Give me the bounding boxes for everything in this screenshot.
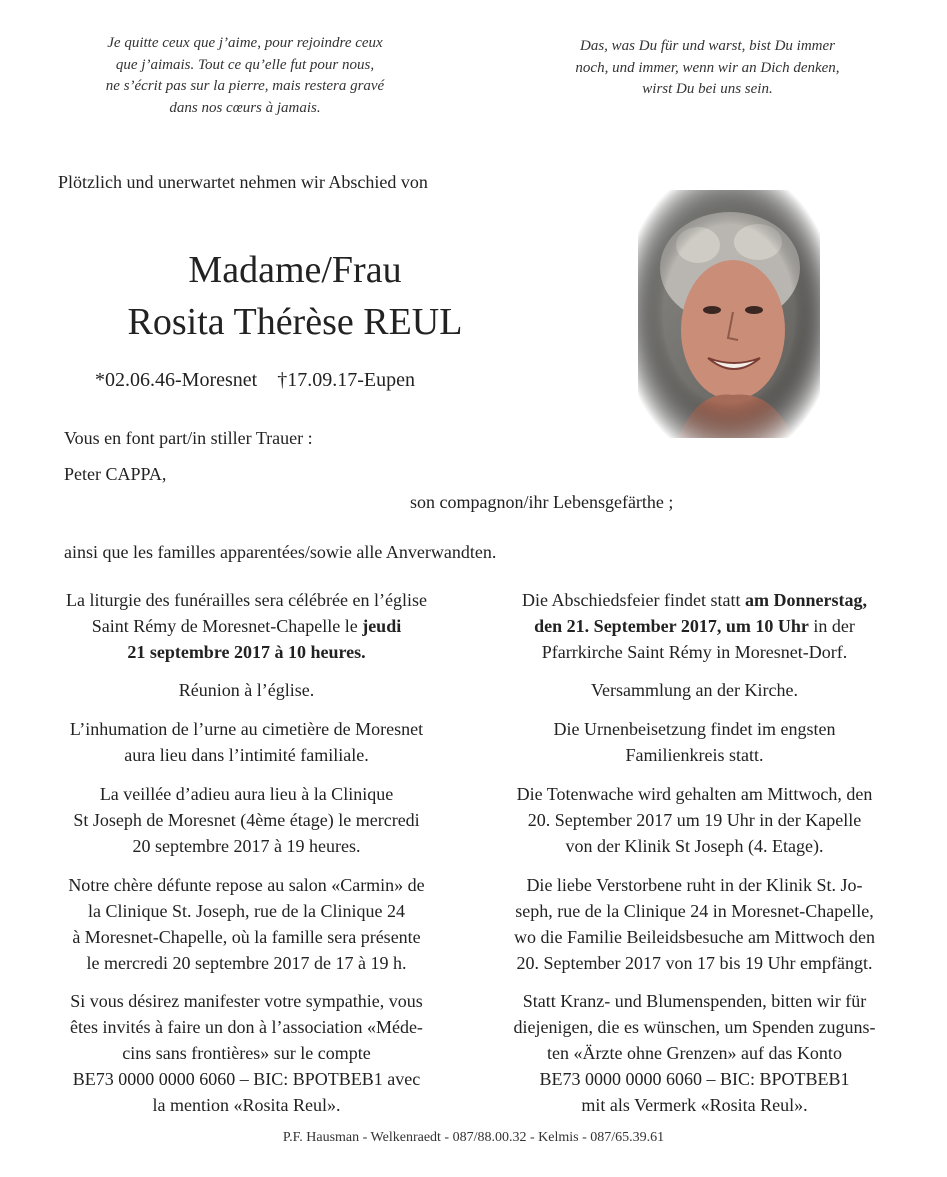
quote-line: noch, und immer, wenn wir an Dich denken,: [575, 59, 840, 76]
de-meeting: [472, 677, 917, 703]
fr-vigil-line: La veillée d’adieu aura lieu à la Clinique: [99, 784, 394, 804]
fr-liturgy-line: La liturgie des funérailles sera célébrée en l’église: [66, 590, 427, 610]
fr-burial-line: aura lieu dans l’intimité familiale.: [124, 745, 369, 765]
fr-donation-line: BE73 0000 0000 6060 – BIC: BPOTBEB1 avec: [72, 1069, 421, 1089]
de-donation-line: mit als Vermerk «Rosita Reul».: [581, 1095, 808, 1115]
fr-liturgy-line: [24, 613, 469, 639]
deceased-dates: [95, 369, 415, 392]
de-donation-line: diejenigen, die es wünschen, um Spenden zuguns-: [513, 1017, 876, 1037]
de-rest-line: 20. September 2017 von 17 bis 19 Uhr empfängt.: [516, 953, 873, 973]
de-ceremony-bold: den 21. September 2017, um 10 Uhr: [534, 616, 809, 636]
quote-line: wirst Du bei uns sein.: [642, 81, 773, 97]
de-donation: [472, 988, 917, 1118]
de-donation-line: ten «Ärzte ohne Grenzen» auf das Konto: [547, 1043, 842, 1063]
de-rest-line: seph, rue de la Clinique 24 in Moresnet-Chapelle,: [515, 901, 874, 921]
birth-date: *02.06.46-Moresnet: [95, 369, 258, 391]
de-rest: [472, 872, 917, 976]
de-rest-line: wo die Familie Beileidsbesuche am Mittwoch den: [514, 927, 875, 947]
de-ceremony-text: in der: [808, 616, 855, 636]
partner-name: Peter CAPPA,: [64, 464, 167, 484]
de-ceremony-line: Pfarrkirche Saint Rémy in Moresnet-Dorf.: [541, 642, 848, 662]
de-ceremony: [472, 587, 917, 665]
fr-vigil: [24, 781, 469, 859]
de-donation-line: Statt Kranz- und Blumenspenden, bitten wir für: [522, 991, 867, 1011]
de-ceremony-line: [472, 587, 917, 613]
fr-liturgy: [24, 587, 469, 665]
families-text: ainsi que les familles apparentées/sowie alle Anverwandten.: [64, 542, 497, 562]
fr-vigil-line: St Joseph de Moresnet (4ème étage) le mercredi: [73, 810, 420, 830]
de-vigil-line: 20. September 2017 um 19 Uhr in der Kapelle: [527, 810, 862, 830]
fr-liturgy-bold: jeudi: [362, 616, 402, 636]
fr-donation-line: cins sans frontières» sur le compte: [122, 1043, 371, 1063]
quote-line: ne s’écrit pas sur la pierre, mais restera gravé: [105, 78, 385, 94]
fr-liturgy-text: Saint Rémy de Moresnet-Chapelle le: [91, 616, 363, 636]
fr-rest: [24, 872, 469, 976]
quote-french: [60, 33, 430, 119]
fr-meeting: [24, 677, 469, 703]
funeral-home-footer: P.F. Hausman - Welkenraedt - 087/88.00.32 - Kelmis - 087/65.39.61: [282, 1130, 665, 1145]
de-ceremony-text: Die Abschiedsfeier findet statt: [522, 590, 745, 610]
intro-text: Plötzlich und unerwartet nehmen wir Abschied von: [58, 172, 428, 192]
fr-burial: [24, 716, 469, 768]
de-meeting-line: Versammlung an der Kirche.: [591, 680, 798, 700]
fr-rest-line: à Moresnet-Chapelle, où la famille sera présente: [72, 927, 421, 947]
fr-rest-line: la Clinique St. Joseph, rue de la Clinique 24: [88, 901, 405, 921]
fr-donation-line: Si vous désirez manifester votre sympathie, vous: [70, 991, 423, 1011]
de-donation-line: BE73 0000 0000 6060 – BIC: BPOTBEB1: [539, 1069, 850, 1089]
quote-line: que j’aimais. Tout ce qu’elle fut pour nous,: [115, 56, 375, 73]
fr-liturgy-line: [24, 639, 469, 665]
fr-donation-line: êtes invités à faire un don à l’association «Méde-: [70, 1017, 423, 1037]
deceased-title: Madame/Frau: [188, 249, 402, 291]
partner-relation: son compagnon/ihr Lebensgefärthe ;: [410, 492, 674, 512]
fr-vigil-line: 20 septembre 2017 à 19 heures.: [132, 836, 361, 856]
fr-donation: [24, 988, 469, 1118]
quote-line: Das, was Du für und warst, bist Du immer: [579, 38, 836, 54]
de-vigil-line: Die Totenwache wird gehalten am Mittwoch, den: [516, 784, 873, 804]
de-burial-line: Familienkreis statt.: [625, 745, 764, 765]
de-vigil-line: von der Klinik St Joseph (4. Etage).: [565, 836, 824, 856]
portrait-photo: [638, 190, 820, 438]
de-burial: [472, 716, 917, 768]
de-vigil: [472, 781, 917, 859]
deceased-name: Rosita Thérèse REUL: [127, 301, 463, 343]
fr-liturgy-bold: 21 septembre 2017 à 10 heures.: [127, 642, 366, 662]
de-ceremony-bold: am Donnerstag,: [744, 590, 867, 610]
fr-donation-line: la mention «Rosita Reul».: [152, 1095, 341, 1115]
de-burial-line: Die Urnenbeisetzung findet im engsten: [553, 719, 836, 739]
de-ceremony-line: [472, 613, 917, 639]
fr-rest-line: Notre chère défunte repose au salon «Carmin» de: [68, 875, 425, 895]
quote-line: Je quitte ceux que j’aime, pour rejoindre ceux: [107, 35, 383, 51]
fr-burial-line: L’inhumation de l’urne au cimetière de Moresnet: [69, 719, 424, 739]
mourners-announce: Vous en font part/in stiller Trauer :: [64, 428, 313, 448]
quote-german: [530, 36, 885, 101]
quote-line: dans nos cœurs à jamais.: [169, 99, 321, 116]
fr-rest-line: le mercredi 20 septembre 2017 de 17 à 19 h.: [86, 953, 407, 973]
fr-meeting-line: Réunion à l’église.: [178, 680, 315, 700]
death-date: †17.09.17-Eupen: [277, 369, 415, 391]
de-rest-line: Die liebe Verstorbene ruht in der Klinik St. Jo-: [526, 875, 863, 895]
